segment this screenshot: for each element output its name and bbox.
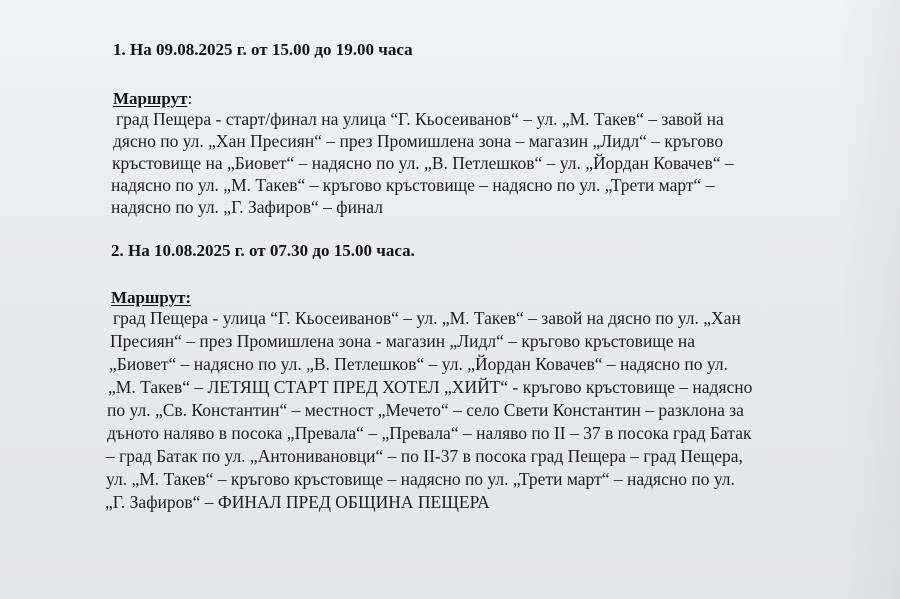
- section-1-heading: 1. На 09.08.2025 г. от 15.00 до 19.00 часа: [113, 40, 413, 59]
- section-2-route-label: Маршрут:: [111, 288, 192, 307]
- section-1-line-1: град Пещера - старт/финал на улица “Г. Кьосеиванов“ – ул. „М. Такев“ – завой на: [116, 109, 724, 129]
- section-1-route-label-colon: :: [187, 89, 193, 108]
- section-1-line-4: надясно по ул. „М. Такев“ – кръгово кръстовище – надясно по ул. „Трети март“ –: [111, 175, 715, 195]
- section-1-line-5: надясно по ул. „Г. Зафиров“ – финал: [111, 197, 383, 217]
- section-2-line-1: град Пещера - улица “Г. Кьосеиванов“ – ул. „М. Такев“ – завой на дясно по ул. „Хан: [113, 308, 741, 328]
- section-1-line-2: дясно по ул. „Хан Пресиян“ – през Промишлена зона – магазин „Лидл“ – кръгово: [113, 131, 724, 151]
- section-2-line-9: „Г. Зафиров“ – ФИНАЛ ПРЕД ОБЩИНА ПЕЩЕРА: [105, 492, 490, 512]
- page-edge-shadow: [840, 0, 900, 599]
- section-2-line-6: дъното наляво в посока „Превала“ – „Превала“ – наляво по II – 37 в посока град Батак: [107, 423, 752, 443]
- section-2-line-4: „М. Такев“ – ЛЕТЯЩ СТАРТ ПРЕД ХОТЕЛ „ХИЙТ“ - кръгово кръстовище – надясно: [108, 377, 753, 397]
- section-1-route-label: [113, 89, 192, 109]
- section-2-line-7: – град Батак по ул. „Антонивановци“ – по II-37 в посока град Пещера – град Пещера,: [106, 446, 743, 466]
- section-2-line-2: Пресиян“ – през Промишлена зона - магазин „Лидл“ – кръгово кръстовище на: [110, 331, 696, 351]
- section-2-line-3: „Биовет“ – надясно по ул. „В. Петлешков“ – ул. „Йордан Ковачев“ – надясно по ул.: [109, 354, 728, 374]
- section-1-route-label-text: Маршрут: [113, 89, 188, 108]
- section-2-line-8: ул. „М. Такев“ – кръгово кръстовище – надясно по ул. „Трети март“ – надясно по ул.: [106, 469, 735, 489]
- section-2-line-5: по ул. „Св. Константин“ – местност „Мечето“ – село Свети Константин – разклона за: [107, 400, 744, 420]
- section-1-line-3: кръстовище на „Биовет“ – надясно по ул. „В. Петлешков“ – ул. „Йордан Ковачев“ –: [112, 153, 734, 173]
- section-2-heading: 2. На 10.08.2025 г. от 07.30 до 15.00 часа.: [111, 241, 415, 260]
